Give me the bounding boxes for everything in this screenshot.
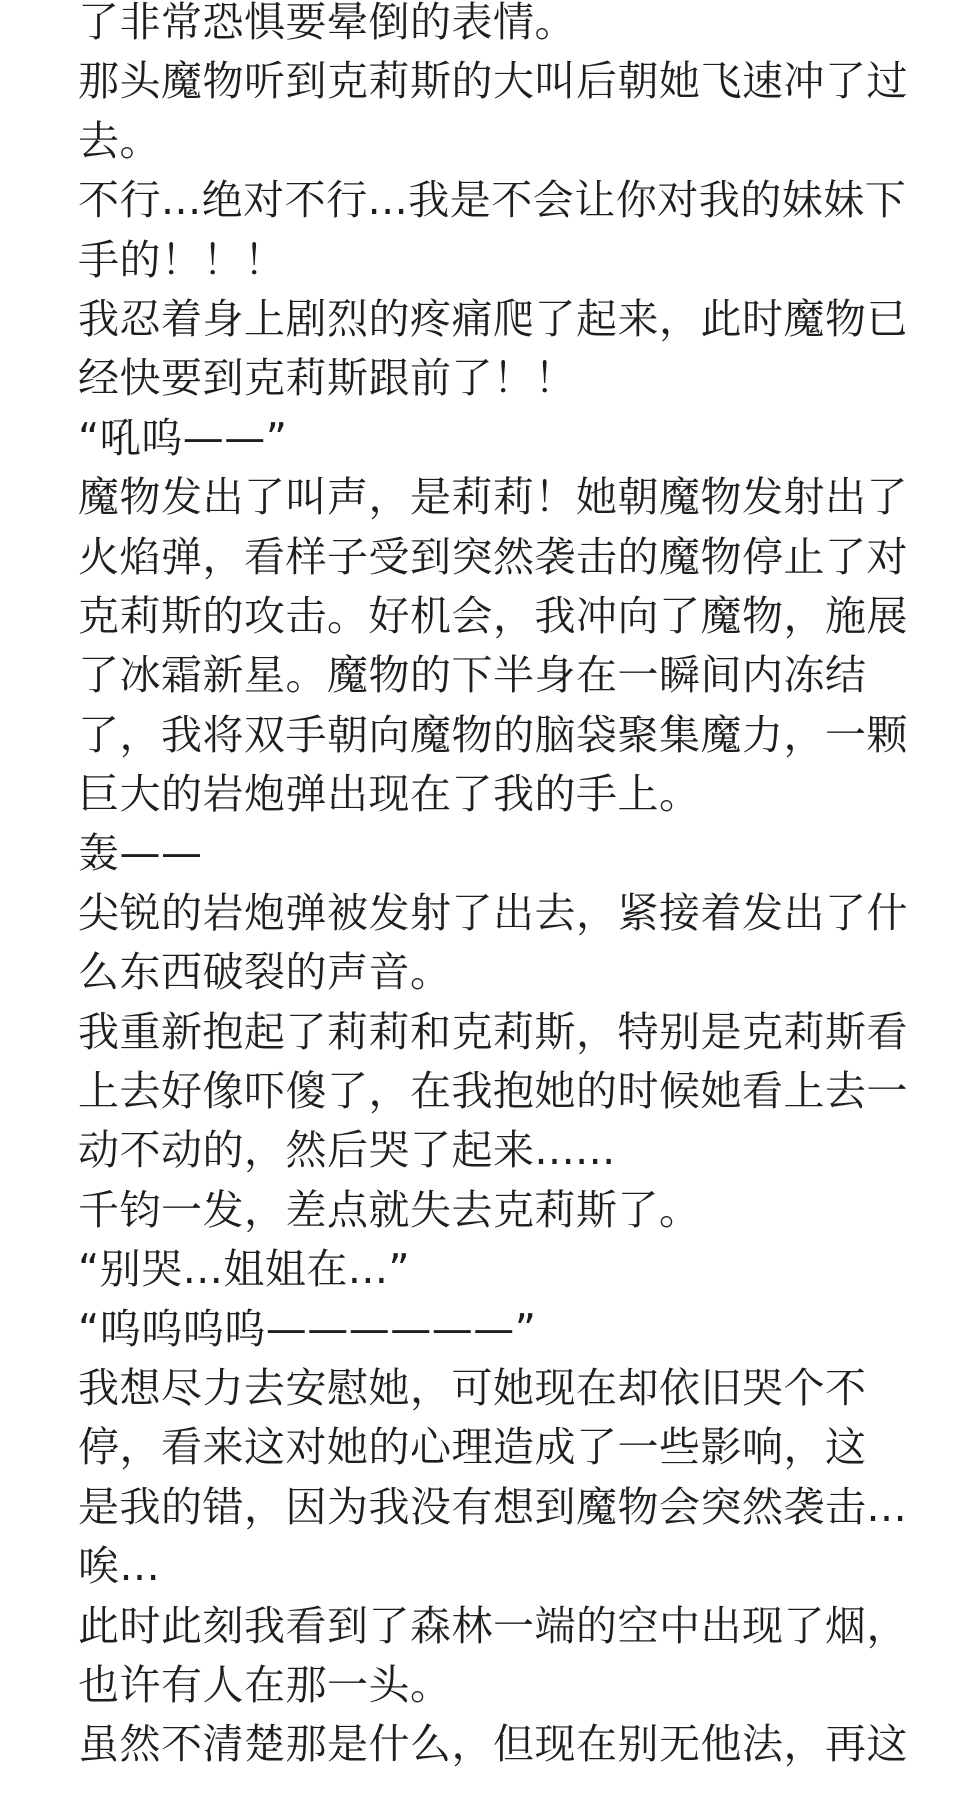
text-line: 经快要到克莉斯跟前了！！ — [78, 354, 576, 403]
text-line: 火焰弹，看样子受到突然袭击的魔物停止了对 — [78, 532, 908, 581]
text-line: 巨大的岩炮弹出现在了我的手上。 — [78, 770, 701, 819]
text-line: 也许有人在那一头。 — [78, 1660, 452, 1709]
text-line: 了非常恐惧要晕倒的表情。 — [78, 0, 576, 46]
text-line: 魔物发出了叫声，是莉莉！她朝魔物发射出了 — [78, 473, 908, 522]
text-line: 我想尽力去安慰她，可她现在却依旧哭个不 — [78, 1363, 867, 1412]
sound-effect-line: 轰—— — [78, 829, 203, 878]
dialogue-line: “呜呜呜呜——————” — [78, 1304, 537, 1353]
text-line: 此时此刻我看到了森林一端的空中出现了烟， — [78, 1601, 908, 1650]
text-line: 动不动的，然后哭了起来...... — [78, 1126, 616, 1175]
dialogue-line: “别哭...姐姐在...” — [78, 1245, 411, 1294]
text-line: 上去好像吓傻了，在我抱她的时候她看上去一 — [78, 1067, 908, 1116]
text-line: 那头魔物听到克莉斯的大叫后朝她飞速冲了过 — [78, 57, 908, 106]
text-line: 去。 — [78, 116, 161, 165]
text-line: 唉... — [78, 1542, 161, 1591]
text-line: 我重新抱起了莉莉和克莉斯，特别是克莉斯看 — [78, 1007, 908, 1056]
text-line: 手的！！！ — [78, 235, 286, 284]
text-line: 虽然不清楚那是什么，但现在别无他法，再这 — [78, 1720, 908, 1769]
text-line: 了冰霜新星。魔物的下半身在一瞬间内冻结 — [78, 651, 867, 700]
text-line: 是我的错，因为我没有想到魔物会突然袭击... — [78, 1482, 908, 1531]
text-line: 停，看来这对她的心理造成了一些影响，这 — [78, 1423, 867, 1472]
text-line: 不行...绝对不行...我是不会让你对我的妹妹下 — [78, 176, 907, 225]
text-line: 千钧一发，差点就失去克莉斯了。 — [78, 1185, 701, 1234]
dialogue-line: “吼呜——” — [78, 413, 288, 462]
text-line: 尖锐的岩炮弹被发射了出去，紧接着发出了什 — [78, 888, 908, 937]
text-line: 了，我将双手朝向魔物的脑袋聚集魔力，一颗 — [78, 710, 908, 759]
text-line: 我忍着身上剧烈的疼痛爬了起来，此时魔物已 — [78, 294, 908, 343]
text-line: 么东西破裂的声音。 — [78, 948, 452, 997]
story-text — [78, 0, 938, 1780]
text-line: 克莉斯的攻击。好机会，我冲向了魔物，施展 — [78, 591, 908, 640]
